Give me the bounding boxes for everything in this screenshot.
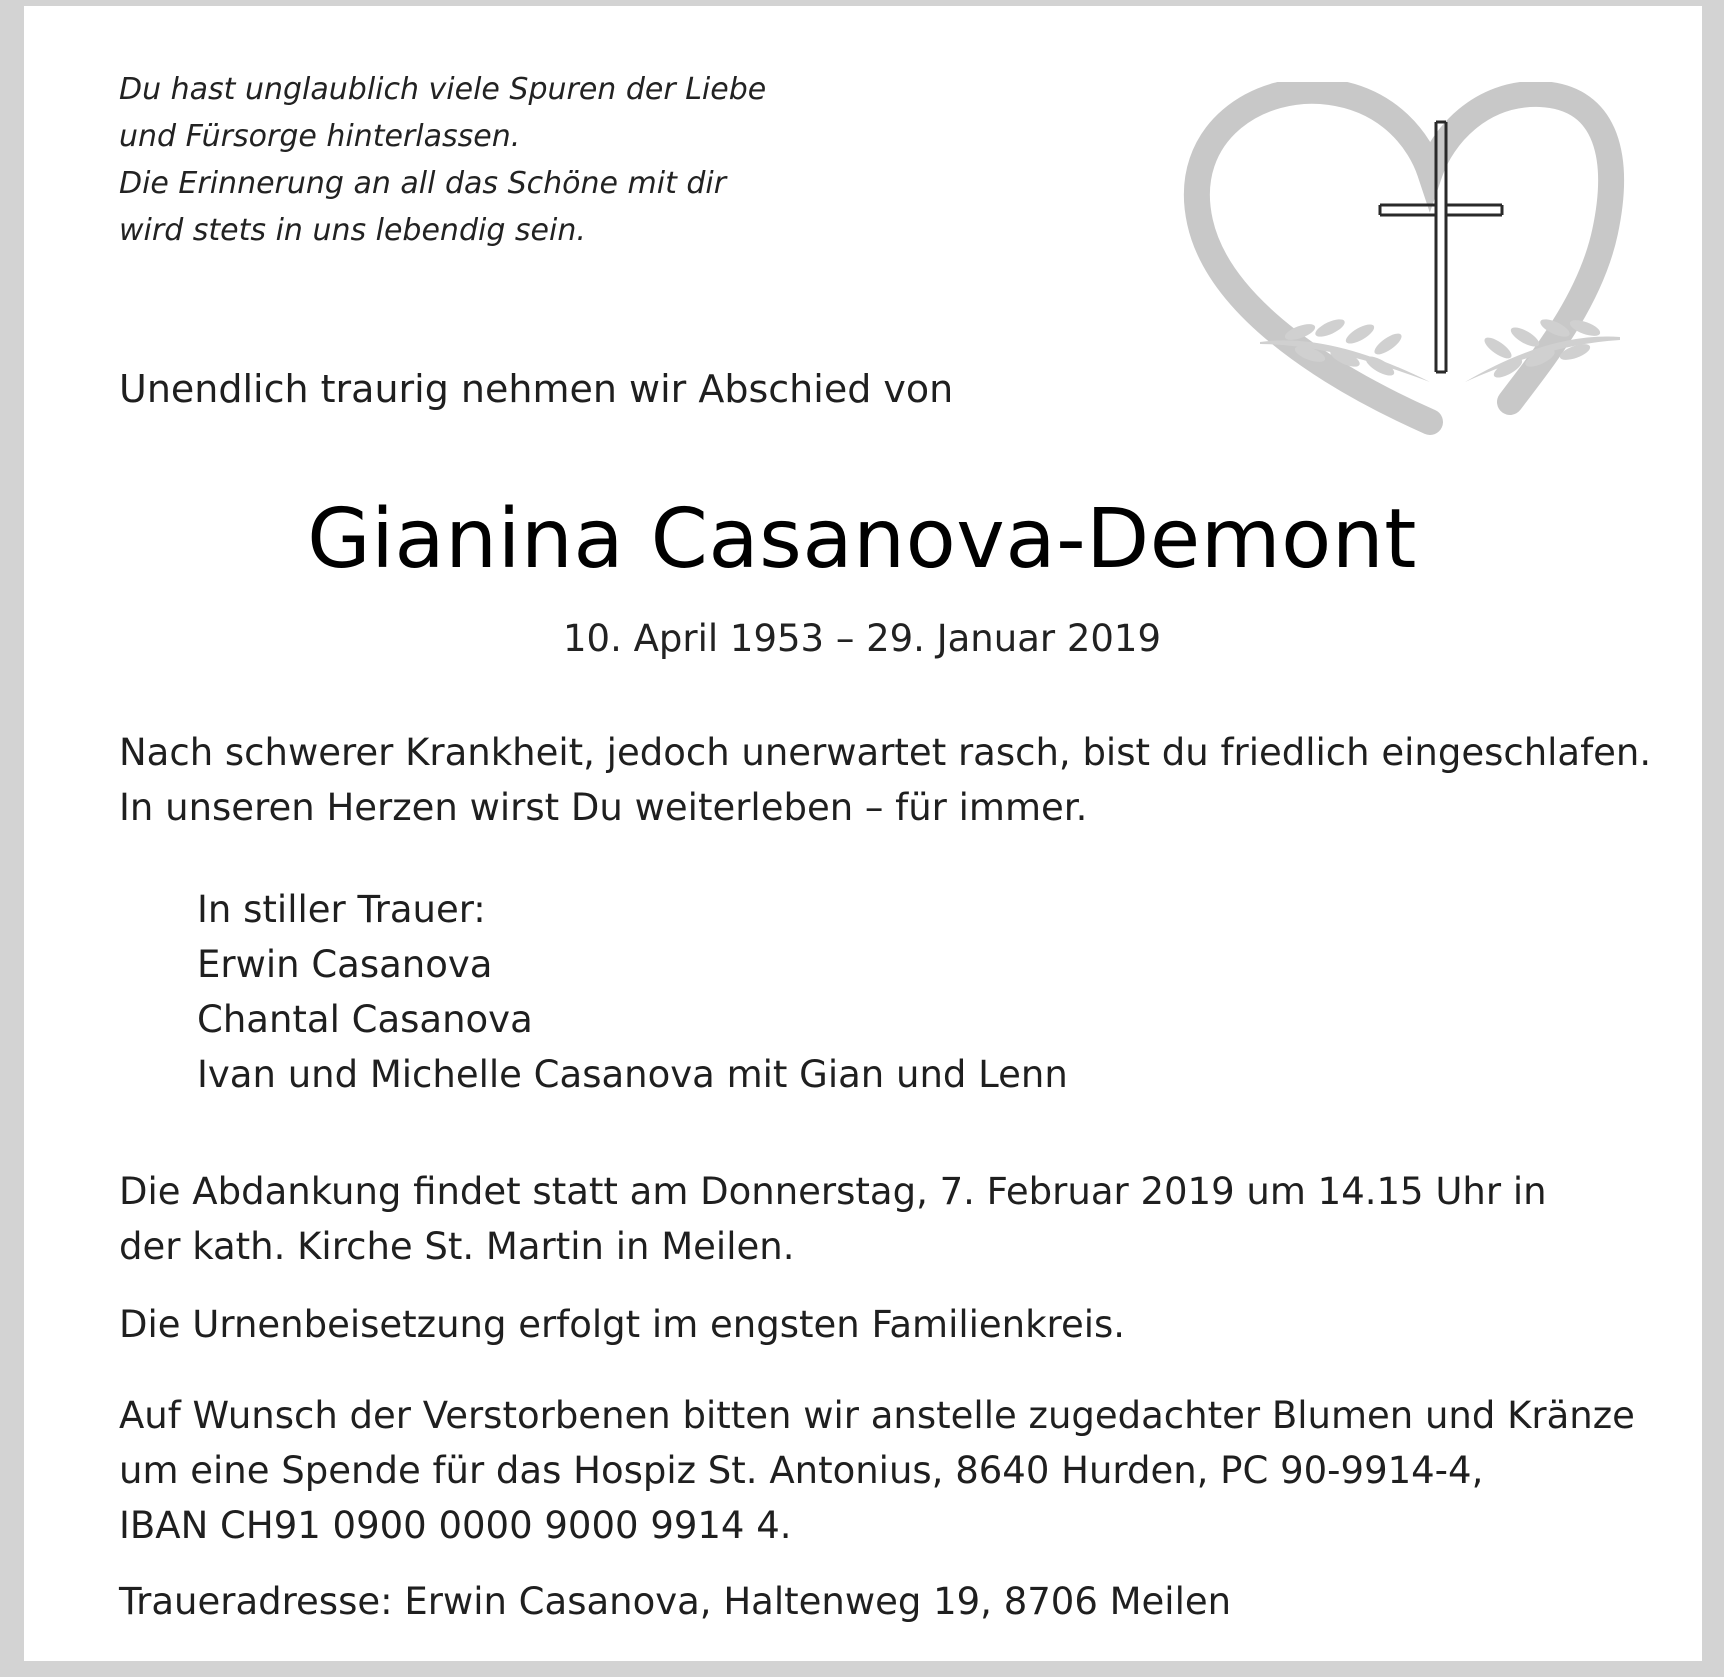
memorial-quote	[119, 66, 766, 254]
donation-line: um eine Spende für das Hospiz St. Antonius, 8640 Hurden, PC 90-9914-4,	[119, 1449, 1484, 1492]
quote-line: Du hast unglaublich viele Spuren der Liebe	[119, 72, 767, 107]
quote-line: und Fürsorge hinterlassen.	[119, 119, 521, 154]
burial-info: Die Urnenbeisetzung erfolgt im engsten Familienkreis.	[119, 1303, 1126, 1346]
deceased-name: Gianina Casanova-Demont	[307, 492, 1417, 587]
ceremony-line: der kath. Kirche St. Martin in Meilen.	[119, 1225, 795, 1268]
donation-request	[119, 1388, 1635, 1553]
quote-line: wird stets in uns lebendig sein.	[119, 213, 586, 248]
farewell-intro: Unendlich traurig nehmen wir Abschied von	[119, 367, 954, 411]
message-line: Nach schwerer Krankheit, jedoch unerwartet rasch, bist du friedlich eingeschlafen.	[119, 731, 1652, 774]
mourners-list	[197, 882, 1068, 1102]
mourner-name: Chantal Casanova	[197, 998, 533, 1041]
donation-line: IBAN CH91 0900 0000 9000 9914 4.	[119, 1504, 792, 1547]
ceremony-info	[119, 1164, 1547, 1274]
mourner-name: Erwin Casanova	[197, 943, 493, 986]
mourning-address: Traueradresse: Erwin Casanova, Haltenweg 19, 8706 Meilen	[119, 1580, 1232, 1623]
quote-line: Die Erinnerung an all das Schöne mit dir	[119, 166, 727, 201]
donation-line: Auf Wunsch der Verstorbenen bitten wir anstelle zugedachter Blumen und Kränze	[119, 1394, 1635, 1437]
passing-message	[119, 725, 1651, 835]
ceremony-line: Die Abdankung findet statt am Donnerstag, 7. Februar 2019 um 14.15 Uhr in	[119, 1170, 1547, 1213]
mourners-heading: In stiller Trauer:	[197, 888, 486, 931]
mourner-name: Ivan und Michelle Casanova mit Gian und Lenn	[197, 1053, 1068, 1096]
life-dates: 10. April 1953 – 29. Januar 2019	[562, 617, 1162, 660]
heart-with-cross-icon	[1180, 82, 1640, 446]
message-line: In unseren Herzen wirst Du weiterleben – für immer.	[119, 786, 1088, 829]
